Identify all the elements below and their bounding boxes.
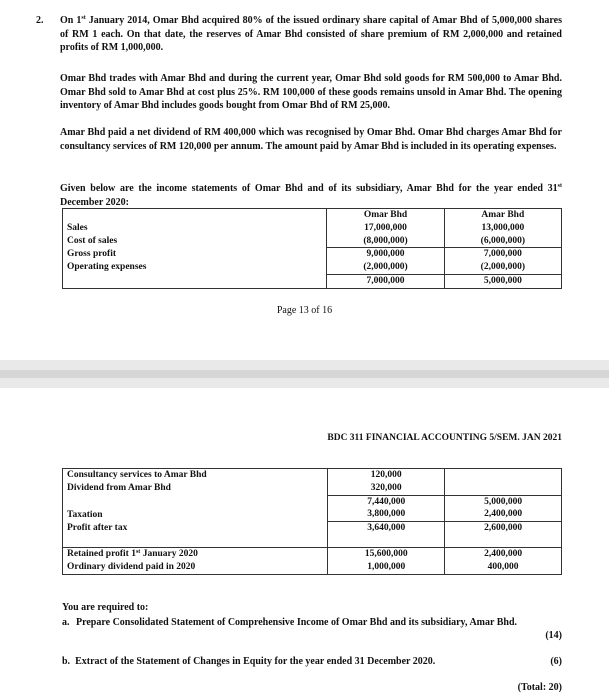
value-omar: 320,000 [328, 482, 445, 495]
value-amar: 2,400,000 [445, 547, 562, 560]
paragraph-income-statement-intro: Given below are the income statements of Omar Bhd and of its subsidiary, Amar Bhd for the year ended 31st December 2020: [60, 183, 563, 208]
value-omar: 7,440,000 [328, 495, 445, 508]
table-row [63, 248, 562, 261]
value-amar: 7,000,000 [444, 248, 561, 261]
row-label [63, 495, 328, 508]
row-label: Consultancy services to Amar Bhd [63, 469, 328, 482]
row-label: Cost of sales [63, 235, 327, 248]
row-label: Ordinary dividend paid in 2020 [63, 561, 328, 574]
part-a-label: a. [62, 617, 70, 628]
value-omar: 3,640,000 [328, 522, 445, 535]
table-row [63, 561, 562, 574]
row-label [63, 274, 327, 288]
question-2-paragraph-1 [36, 14, 562, 55]
value-omar: (8,000,000) [327, 235, 444, 248]
value-omar: 120,000 [328, 469, 445, 482]
value-omar: 17,000,000 [327, 222, 444, 235]
table-row [63, 274, 562, 288]
table-row [63, 522, 562, 535]
value-omar: (2,000,000) [327, 261, 444, 274]
value-omar: 15,600,000 [328, 547, 445, 560]
row-label: Operating expenses [63, 261, 327, 274]
value-omar: 1,000,000 [328, 561, 445, 574]
value-amar: 5,000,000 [444, 274, 561, 288]
value-amar: 2,600,000 [445, 522, 562, 535]
page-separator-band [0, 370, 609, 378]
value-amar: (6,000,000) [444, 235, 561, 248]
value-omar: 3,800,000 [328, 508, 445, 521]
table-row [63, 482, 562, 495]
table-row [63, 235, 562, 248]
value-amar [445, 482, 562, 495]
paragraph-dividend-consultancy: Amar Bhd paid a net dividend of RM 400,000 which was recognised by Omar Bhd. Omar Bhd charges Amar Bhd for consultancy services of RM 120,000 per annum. The amount paid by Amar Bhd is included in its operating expenses. [60, 127, 562, 152]
part-a-text: Prepare Consolidated Statement of Comprehensive Income of Omar Bhd and its subsidiary, Amar Bhd. [76, 617, 518, 628]
page-separator [0, 360, 609, 388]
page-number: Page 13 of 16 [276, 305, 333, 316]
question-number: 2. [36, 15, 44, 26]
row-label: Dividend from Amar Bhd [63, 482, 328, 495]
row-label: Gross profit [63, 248, 327, 261]
value-amar: 400,000 [445, 561, 562, 574]
table-row [63, 222, 562, 235]
paragraph-acquisition: On 1st January 2014, Omar Bhd acquired 80% of the issued ordinary share capital of Amar Bhd of 5,000,000 shares of RM 1 each. On that date, the reserves of Amar Bhd consisted of share premium of RM 2,000,000 and retained profits of RM 1,000,000. [60, 15, 563, 53]
row-label: Profit after tax [63, 522, 328, 535]
column-header-amar: Amar Bhd [444, 209, 561, 222]
total-marks: (Total: 20) [517, 682, 562, 693]
table-row [63, 495, 562, 508]
table-header-row [63, 209, 562, 222]
paragraph-intragroup-trade: Omar Bhd trades with Amar Bhd and during the current year, Omar Bhd sold goods for RM 500,000 to Amar Bhd. Omar Bhd sold to Amar Bhd at cost plus 25%. RM 100,000 of these goods remains unsold in Amar Bhd. The opening inventory of Amar Bhd includes goods bought from Omar Bhd of RM 25,000. [60, 73, 562, 111]
table-spacer-row [63, 535, 562, 548]
part-a-marks: (14) [545, 630, 562, 641]
value-amar: 13,000,000 [444, 222, 561, 235]
value-omar: 9,000,000 [327, 248, 444, 261]
row-label: Retained profit 1st January 2020 [63, 547, 328, 560]
table-row [63, 547, 562, 560]
table-row [63, 508, 562, 521]
question-part-b [62, 656, 562, 667]
requirements-heading: You are required to: [62, 602, 149, 613]
row-label: Taxation [63, 508, 328, 521]
page-header: BDC 311 FINANCIAL ACCOUNTING 5/SEM. JAN 2021 [327, 433, 562, 443]
value-amar [445, 469, 562, 482]
part-b-marks: (6) [550, 656, 562, 667]
value-amar: 2,400,000 [445, 508, 562, 521]
table-row [63, 469, 562, 482]
value-amar: (2,000,000) [444, 261, 561, 274]
part-b-label: b. [62, 656, 71, 667]
value-omar: 7,000,000 [327, 274, 444, 288]
question-part-a [62, 616, 562, 641]
exam-page-14 [0, 388, 609, 700]
part-b-text: Extract of the Statement of Changes in Equity for the year ended 31 December 2020. [75, 656, 436, 667]
income-statement-table-part-2 [62, 468, 562, 575]
income-statement-table-part-1 [62, 208, 562, 289]
row-label: Sales [63, 222, 327, 235]
table-row [63, 261, 562, 274]
column-header-omar: Omar Bhd [327, 209, 444, 222]
value-amar: 5,000,000 [445, 495, 562, 508]
